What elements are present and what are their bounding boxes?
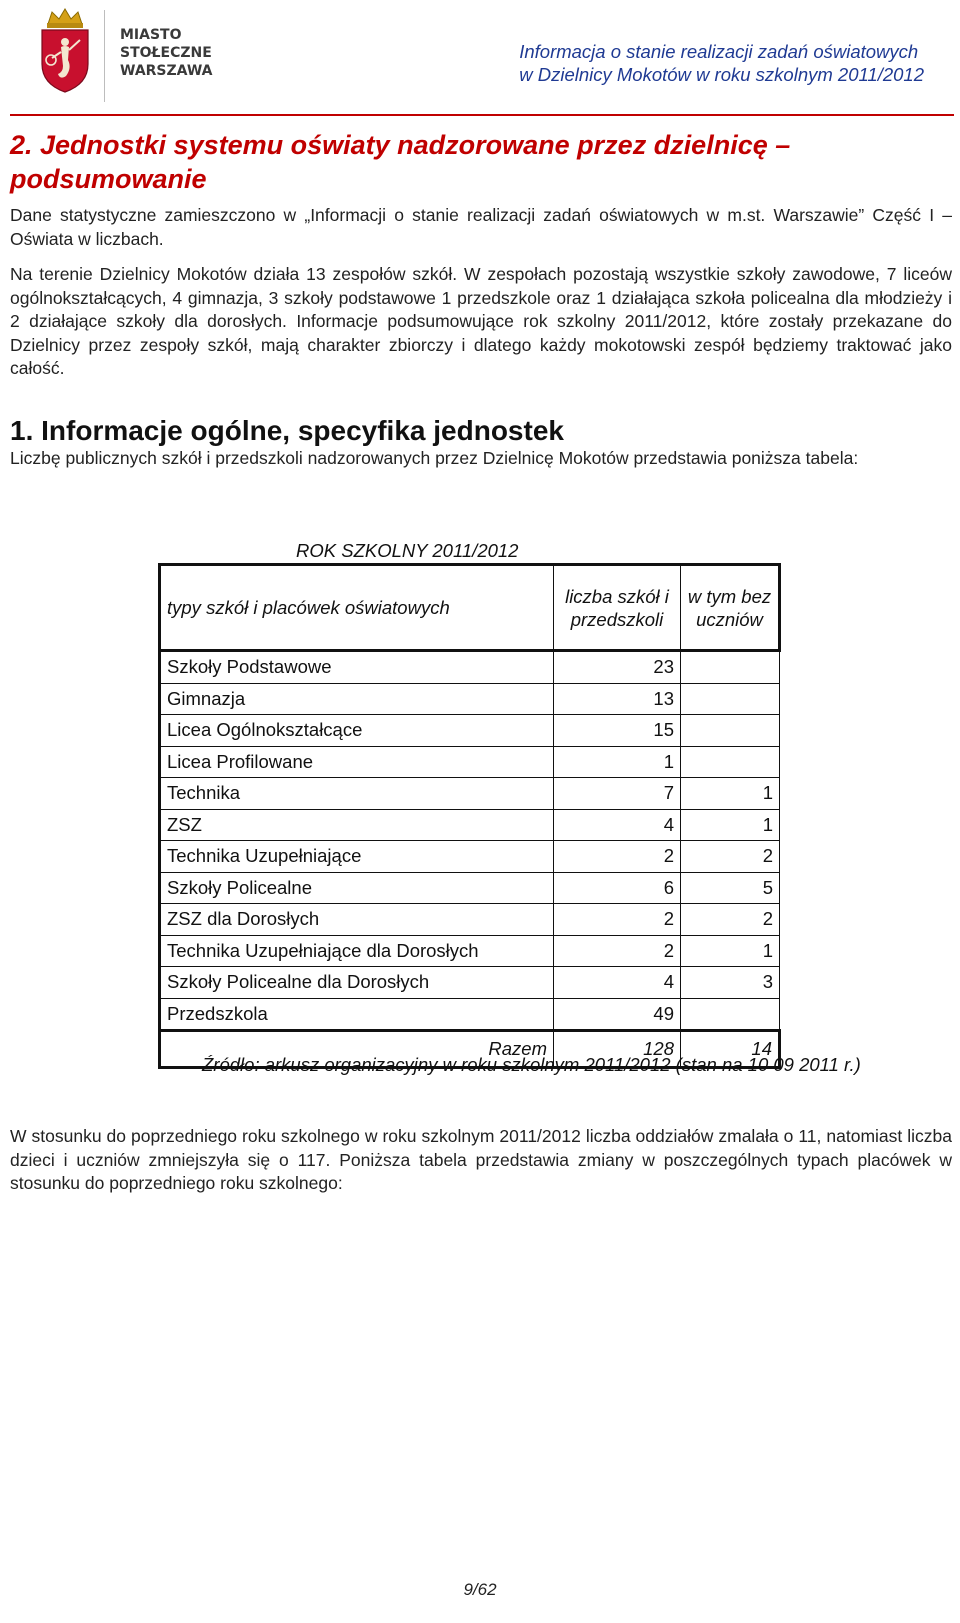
cell-type: Licea Ogólnokształcące <box>160 715 554 747</box>
table-row <box>160 998 780 1031</box>
table-row <box>160 746 780 778</box>
document-title-line-1: Informacja o stanie realizacji zadań oświatowych <box>519 41 919 62</box>
table-row <box>160 935 780 967</box>
cell-count: 7 <box>554 778 681 810</box>
table-row <box>160 967 780 999</box>
cell-count: 2 <box>554 841 681 873</box>
org-line-1: MIASTO <box>120 27 182 43</box>
org-line-2: STOŁECZNE <box>120 45 212 61</box>
warsaw-coat-of-arms-icon <box>32 6 98 94</box>
total-label: Razem <box>160 1031 554 1068</box>
cell-count: 49 <box>554 998 681 1031</box>
table-row <box>160 841 780 873</box>
org-name <box>120 26 213 80</box>
cell-count: 2 <box>554 935 681 967</box>
document-title <box>519 40 924 86</box>
cell-count: 23 <box>554 651 681 684</box>
header-divider <box>104 10 105 102</box>
table-row <box>160 872 780 904</box>
header-count: liczba szkół i przedszkoli <box>554 565 681 651</box>
cell-type: ZSZ <box>160 809 554 841</box>
header-rule <box>10 114 954 116</box>
intro-paragraph: Dane statystyczne zamieszczono w „Informacji o stanie realizacji zadań oświatowych w m.st. Warszawie” Część I – Oświata w liczbach. <box>10 205 952 249</box>
table-row <box>160 904 780 936</box>
page-number: 9/62 <box>463 1580 497 1599</box>
cell-without <box>681 715 780 747</box>
cell-without: 2 <box>681 904 780 936</box>
summary-paragraph: Na terenie Dzielnicy Mokotów działa 13 zespołów szkół. W zespołach pozostają wszystkie szkoły zawodowe, 7 liceów ogólnokształcących, 4 gimnazja, 3 szkoły podstawowe 1 przedszkole oraz 1 działająca szkoła policealna dla młodzieży i 2 działające szkoły dla dorosłych. Informacje podsumowujące rok szkolny 2011/2012, które zostały przekazane do Dzielnicy przez zespoły szkół, mają charakter zbiorczy i dlatego każdy mokotowski zespół będziemy traktować jako całość. <box>10 264 952 378</box>
cell-without: 1 <box>681 809 780 841</box>
cell-type: ZSZ dla Dorosłych <box>160 904 554 936</box>
table-row <box>160 778 780 810</box>
cell-without: 3 <box>681 967 780 999</box>
cell-without <box>681 683 780 715</box>
page-header <box>10 0 954 116</box>
header-without-students: w tym bez uczniów <box>681 565 780 651</box>
cell-count: 6 <box>554 872 681 904</box>
cell-count: 13 <box>554 683 681 715</box>
cell-without: 1 <box>681 778 780 810</box>
cell-type: Przedszkola <box>160 998 554 1031</box>
cell-type: Technika Uzupełniające dla Dorosłych <box>160 935 554 967</box>
cell-type: Licea Profilowane <box>160 746 554 778</box>
org-line-3: WARSZAWA <box>120 63 213 79</box>
table-row <box>160 715 780 747</box>
cell-type: Technika Uzupełniające <box>160 841 554 873</box>
cell-without: 1 <box>681 935 780 967</box>
cell-without <box>681 998 780 1031</box>
cell-count: 1 <box>554 746 681 778</box>
cell-without: 5 <box>681 872 780 904</box>
closing-paragraph: W stosunku do poprzedniego roku szkolnego w roku szkolnym 2011/2012 liczba oddziałów zmalała o 11, natomiast liczba dzieci i uczniów zmniejszyła się o 117. Poniższa tabela przedstawia zmiany w poszczególnych typach placówek w stosunku do poprzedniego roku szkolnego: <box>10 1126 952 1193</box>
subsection-text: Liczbę publicznych szkół i przedszkoli nadzorowanych przez Dzielnicę Mokotów przedstawia poniższa tabela: <box>10 448 859 468</box>
document-title-line-2: w Dzielnicy Mokotów w roku szkolnym 2011/2012 <box>519 64 924 85</box>
table-row <box>160 809 780 841</box>
section-heading: 2. Jednostki systemu oświaty nadzorowane przez dzielnicę – podsumowanie <box>10 130 791 194</box>
cell-type: Szkoły Policealne dla Dorosłych <box>160 967 554 999</box>
cell-type: Szkoły Policealne <box>160 872 554 904</box>
total-count: 128 <box>554 1031 681 1068</box>
table-row <box>160 651 780 684</box>
cell-count: 15 <box>554 715 681 747</box>
table-source: Źródło: arkusz organizacyjny w roku szkolnym 2011/2012 (stan na 10 09 2011 r.) <box>202 1054 861 1075</box>
table-header-row <box>160 565 780 651</box>
cell-type: Technika <box>160 778 554 810</box>
cell-count: 4 <box>554 809 681 841</box>
cell-type: Gimnazja <box>160 683 554 715</box>
cell-type: Szkoły Podstawowe <box>160 651 554 684</box>
cell-count: 2 <box>554 904 681 936</box>
schools-table <box>158 563 781 1069</box>
cell-count: 4 <box>554 967 681 999</box>
total-without: 14 <box>681 1031 780 1068</box>
cell-without <box>681 651 780 684</box>
header-school-type: typy szkół i placówek oświatowych <box>160 565 554 651</box>
cell-without <box>681 746 780 778</box>
cell-without: 2 <box>681 841 780 873</box>
subsection-heading: 1. Informacje ogólne, specyfika jednostek <box>10 415 564 446</box>
table-row <box>160 683 780 715</box>
table-caption: ROK SZKOLNY 2011/2012 <box>296 540 519 561</box>
